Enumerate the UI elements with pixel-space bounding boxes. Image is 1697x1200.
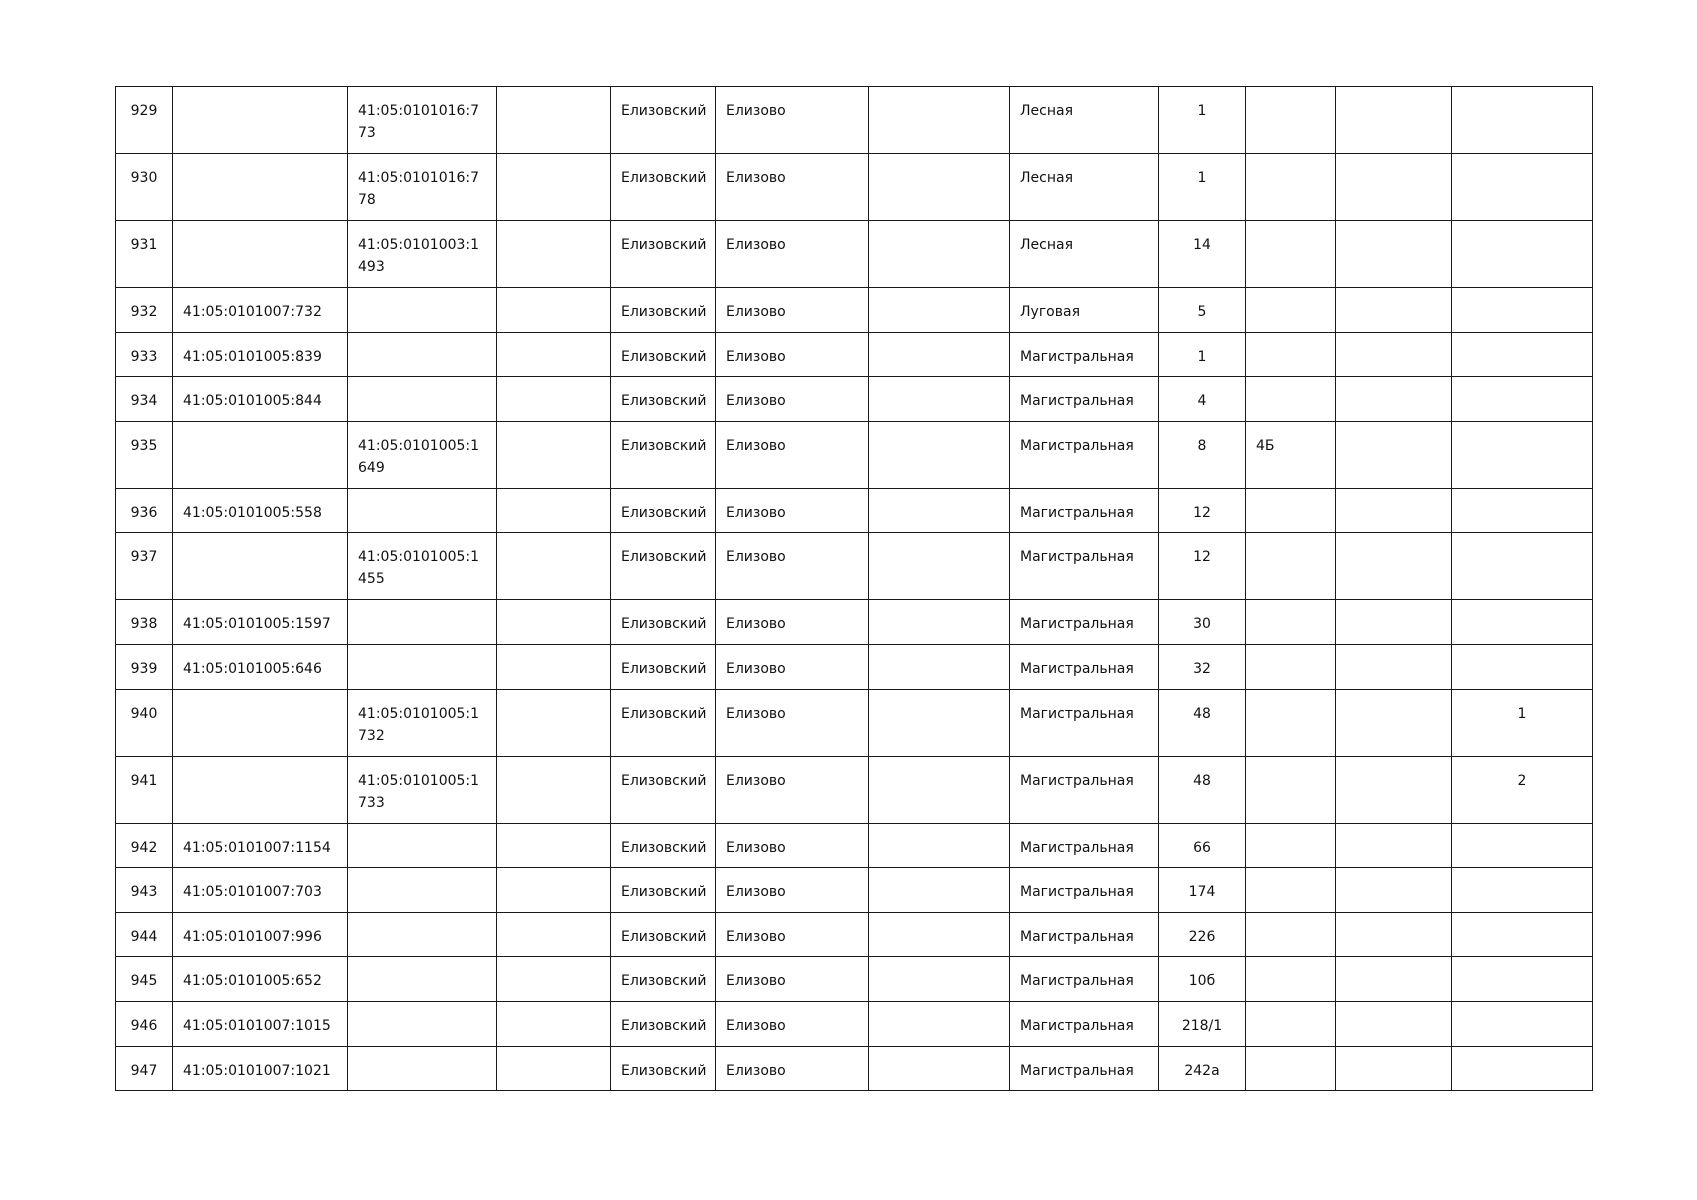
street-cell: Магистральная [1010,1001,1159,1046]
house-number-cell: 218/1 [1159,1001,1246,1046]
district-cell: Елизовский [611,87,716,154]
land-cadastral-number-cell [173,689,348,756]
house-number-cell: 14 [1159,221,1246,288]
house-number-cell: 12 [1159,488,1246,533]
row-number-cell: 945 [116,957,173,1002]
land-cadastral-number-cell: 41:05:0101005:1597 [173,600,348,645]
district-cell: Елизовский [611,332,716,377]
blank-cell [1336,600,1452,645]
house-number-cell: 12 [1159,533,1246,600]
table-row [116,533,1593,600]
blank-cell [497,221,611,288]
blank-cell [1336,488,1452,533]
blank-cell [1336,87,1452,154]
table-row [116,756,1593,823]
land-cadastral-number-cell [173,533,348,600]
blank-cell [497,377,611,422]
district-cell: Елизовский [611,912,716,957]
table-row [116,912,1593,957]
blank-cell [1336,823,1452,868]
street-cell: Магистральная [1010,1046,1159,1091]
blank-cell [869,868,1010,913]
apartment-number-cell [1452,377,1593,422]
blank-cell [869,1001,1010,1046]
building-cadastral-number-cell [348,823,497,868]
blank-cell [1336,644,1452,689]
settlement-cell: Елизово [716,154,869,221]
building-cadastral-number-cell: 41:05:0101016:773 [348,87,497,154]
blank-cell [497,332,611,377]
land-cadastral-number-cell [173,154,348,221]
building-cadastral-number-cell [348,288,497,333]
house-number-cell: 174 [1159,868,1246,913]
building-cadastral-number-cell [348,600,497,645]
blank-cell [1336,221,1452,288]
building-block-cell [1246,912,1336,957]
table-row [116,332,1593,377]
apartment-number-cell: 1 [1452,689,1593,756]
blank-cell [1336,689,1452,756]
street-cell: Магистральная [1010,421,1159,488]
blank-cell [497,87,611,154]
blank-cell [869,332,1010,377]
building-cadastral-number-cell: 41:05:0101005:1649 [348,421,497,488]
land-cadastral-number-cell [173,87,348,154]
building-cadastral-number-cell [348,488,497,533]
land-cadastral-number-cell: 41:05:0101005:646 [173,644,348,689]
table-row [116,1046,1593,1091]
district-cell: Елизовский [611,868,716,913]
street-cell: Магистральная [1010,689,1159,756]
row-number-cell: 939 [116,644,173,689]
street-cell: Магистральная [1010,756,1159,823]
building-cadastral-number-cell [348,957,497,1002]
row-number-cell: 936 [116,488,173,533]
blank-cell [497,868,611,913]
apartment-number-cell [1452,957,1593,1002]
street-cell: Магистральная [1010,377,1159,422]
building-block-cell [1246,221,1336,288]
table-row [116,488,1593,533]
blank-cell [497,488,611,533]
building-block-cell [1246,600,1336,645]
blank-cell [869,221,1010,288]
building-cadastral-number-cell [348,868,497,913]
table-row [116,600,1593,645]
blank-cell [497,823,611,868]
blank-cell [869,1046,1010,1091]
building-cadastral-number-cell [348,1046,497,1091]
district-cell: Елизовский [611,533,716,600]
land-cadastral-number-cell: 41:05:0101007:703 [173,868,348,913]
row-number-cell: 946 [116,1001,173,1046]
apartment-number-cell [1452,288,1593,333]
blank-cell [497,154,611,221]
building-block-cell [1246,1001,1336,1046]
table-row [116,377,1593,422]
table-body [116,87,1593,1091]
building-block-cell [1246,756,1336,823]
blank-cell [869,644,1010,689]
settlement-cell: Елизово [716,221,869,288]
street-cell: Магистральная [1010,644,1159,689]
street-cell: Лесная [1010,154,1159,221]
table-row [116,689,1593,756]
blank-cell [869,689,1010,756]
building-block-cell [1246,488,1336,533]
blank-cell [1336,288,1452,333]
building-cadastral-number-cell [348,377,497,422]
row-number-cell: 943 [116,868,173,913]
house-number-cell: 10б [1159,957,1246,1002]
blank-cell [869,823,1010,868]
district-cell: Елизовский [611,221,716,288]
building-block-cell [1246,533,1336,600]
house-number-cell: 5 [1159,288,1246,333]
row-number-cell: 934 [116,377,173,422]
apartment-number-cell [1452,488,1593,533]
land-cadastral-number-cell: 41:05:0101007:996 [173,912,348,957]
building-block-cell [1246,689,1336,756]
district-cell: Елизовский [611,823,716,868]
blank-cell [869,912,1010,957]
apartment-number-cell [1452,1001,1593,1046]
apartment-number-cell [1452,533,1593,600]
district-cell: Елизовский [611,756,716,823]
apartment-number-cell [1452,221,1593,288]
land-cadastral-number-cell: 41:05:0101007:1015 [173,1001,348,1046]
blank-cell [497,957,611,1002]
row-number-cell: 938 [116,600,173,645]
row-number-cell: 930 [116,154,173,221]
land-cadastral-number-cell: 41:05:0101007:1154 [173,823,348,868]
blank-cell [497,756,611,823]
street-cell: Магистральная [1010,957,1159,1002]
house-number-cell: 4 [1159,377,1246,422]
settlement-cell: Елизово [716,288,869,333]
table-row [116,957,1593,1002]
blank-cell [1336,533,1452,600]
land-cadastral-number-cell: 41:05:0101005:844 [173,377,348,422]
settlement-cell: Елизово [716,957,869,1002]
settlement-cell: Елизово [716,332,869,377]
street-cell: Лесная [1010,87,1159,154]
house-number-cell: 32 [1159,644,1246,689]
building-cadastral-number-cell [348,1001,497,1046]
building-block-cell: 4Б [1246,421,1336,488]
table-row [116,644,1593,689]
row-number-cell: 940 [116,689,173,756]
blank-cell [1336,1046,1452,1091]
blank-cell [1336,957,1452,1002]
building-cadastral-number-cell: 41:05:0101016:778 [348,154,497,221]
apartment-number-cell [1452,332,1593,377]
apartment-number-cell [1452,823,1593,868]
building-cadastral-number-cell: 41:05:0101005:1455 [348,533,497,600]
apartment-number-cell [1452,1046,1593,1091]
house-number-cell: 1 [1159,87,1246,154]
settlement-cell: Елизово [716,377,869,422]
row-number-cell: 944 [116,912,173,957]
land-cadastral-number-cell: 41:05:0101005:839 [173,332,348,377]
table-row [116,868,1593,913]
land-cadastral-number-cell: 41:05:0101007:732 [173,288,348,333]
building-block-cell [1246,823,1336,868]
blank-cell [869,600,1010,645]
row-number-cell: 932 [116,288,173,333]
building-block-cell [1246,957,1336,1002]
building-cadastral-number-cell [348,332,497,377]
street-cell: Лесная [1010,221,1159,288]
blank-cell [869,421,1010,488]
street-cell: Магистральная [1010,868,1159,913]
building-block-cell [1246,377,1336,422]
blank-cell [869,87,1010,154]
settlement-cell: Елизово [716,823,869,868]
district-cell: Елизовский [611,421,716,488]
street-cell: Магистральная [1010,912,1159,957]
apartment-number-cell [1452,87,1593,154]
district-cell: Елизовский [611,600,716,645]
table-row [116,421,1593,488]
settlement-cell: Елизово [716,87,869,154]
apartment-number-cell [1452,600,1593,645]
house-number-cell: 1 [1159,332,1246,377]
apartment-number-cell [1452,644,1593,689]
district-cell: Елизовский [611,154,716,221]
blank-cell [869,377,1010,422]
settlement-cell: Елизово [716,533,869,600]
land-cadastral-number-cell [173,221,348,288]
land-cadastral-number-cell [173,421,348,488]
settlement-cell: Елизово [716,868,869,913]
house-number-cell: 30 [1159,600,1246,645]
settlement-cell: Елизово [716,689,869,756]
blank-cell [869,488,1010,533]
apartment-number-cell [1452,912,1593,957]
district-cell: Елизовский [611,1001,716,1046]
table-row [116,288,1593,333]
street-cell: Луговая [1010,288,1159,333]
district-cell: Елизовский [611,689,716,756]
house-number-cell: 242а [1159,1046,1246,1091]
blank-cell [869,533,1010,600]
blank-cell [1336,868,1452,913]
settlement-cell: Елизово [716,488,869,533]
table-row [116,87,1593,154]
row-number-cell: 941 [116,756,173,823]
blank-cell [497,1001,611,1046]
house-number-cell: 66 [1159,823,1246,868]
blank-cell [497,912,611,957]
apartment-number-cell [1452,421,1593,488]
district-cell: Елизовский [611,957,716,1002]
settlement-cell: Елизово [716,1046,869,1091]
blank-cell [1336,421,1452,488]
building-cadastral-number-cell: 41:05:0101005:1733 [348,756,497,823]
building-cadastral-number-cell: 41:05:0101003:1493 [348,221,497,288]
address-registry-table [115,86,1593,1091]
street-cell: Магистральная [1010,332,1159,377]
district-cell: Елизовский [611,488,716,533]
building-block-cell [1246,332,1336,377]
table-row [116,154,1593,221]
land-cadastral-number-cell: 41:05:0101007:1021 [173,1046,348,1091]
blank-cell [497,1046,611,1091]
land-cadastral-number-cell: 41:05:0101005:558 [173,488,348,533]
house-number-cell: 48 [1159,689,1246,756]
house-number-cell: 8 [1159,421,1246,488]
blank-cell [1336,377,1452,422]
settlement-cell: Елизово [716,756,869,823]
building-block-cell [1246,87,1336,154]
blank-cell [497,689,611,756]
settlement-cell: Елизово [716,600,869,645]
street-cell: Магистральная [1010,600,1159,645]
house-number-cell: 48 [1159,756,1246,823]
land-cadastral-number-cell: 41:05:0101005:652 [173,957,348,1002]
building-block-cell [1246,1046,1336,1091]
blank-cell [497,421,611,488]
apartment-number-cell: 2 [1452,756,1593,823]
blank-cell [1336,332,1452,377]
building-block-cell [1246,644,1336,689]
settlement-cell: Елизово [716,1001,869,1046]
building-block-cell [1246,288,1336,333]
blank-cell [869,957,1010,1002]
row-number-cell: 947 [116,1046,173,1091]
apartment-number-cell [1452,154,1593,221]
table-row [116,221,1593,288]
building-block-cell [1246,154,1336,221]
building-cadastral-number-cell [348,912,497,957]
blank-cell [869,756,1010,823]
settlement-cell: Елизово [716,644,869,689]
building-cadastral-number-cell [348,644,497,689]
house-number-cell: 226 [1159,912,1246,957]
street-cell: Магистральная [1010,533,1159,600]
blank-cell [1336,1001,1452,1046]
blank-cell [1336,756,1452,823]
blank-cell [497,644,611,689]
blank-cell [1336,912,1452,957]
district-cell: Елизовский [611,644,716,689]
apartment-number-cell [1452,868,1593,913]
row-number-cell: 937 [116,533,173,600]
district-cell: Елизовский [611,288,716,333]
blank-cell [497,288,611,333]
street-cell: Магистральная [1010,823,1159,868]
blank-cell [497,533,611,600]
row-number-cell: 929 [116,87,173,154]
settlement-cell: Елизово [716,421,869,488]
settlement-cell: Елизово [716,912,869,957]
table-row [116,823,1593,868]
house-number-cell: 1 [1159,154,1246,221]
blank-cell [497,600,611,645]
blank-cell [869,154,1010,221]
building-cadastral-number-cell: 41:05:0101005:1732 [348,689,497,756]
district-cell: Елизовский [611,377,716,422]
building-block-cell [1246,868,1336,913]
land-cadastral-number-cell [173,756,348,823]
blank-cell [869,288,1010,333]
row-number-cell: 931 [116,221,173,288]
row-number-cell: 933 [116,332,173,377]
district-cell: Елизовский [611,1046,716,1091]
row-number-cell: 935 [116,421,173,488]
table-row [116,1001,1593,1046]
row-number-cell: 942 [116,823,173,868]
street-cell: Магистральная [1010,488,1159,533]
blank-cell [1336,154,1452,221]
